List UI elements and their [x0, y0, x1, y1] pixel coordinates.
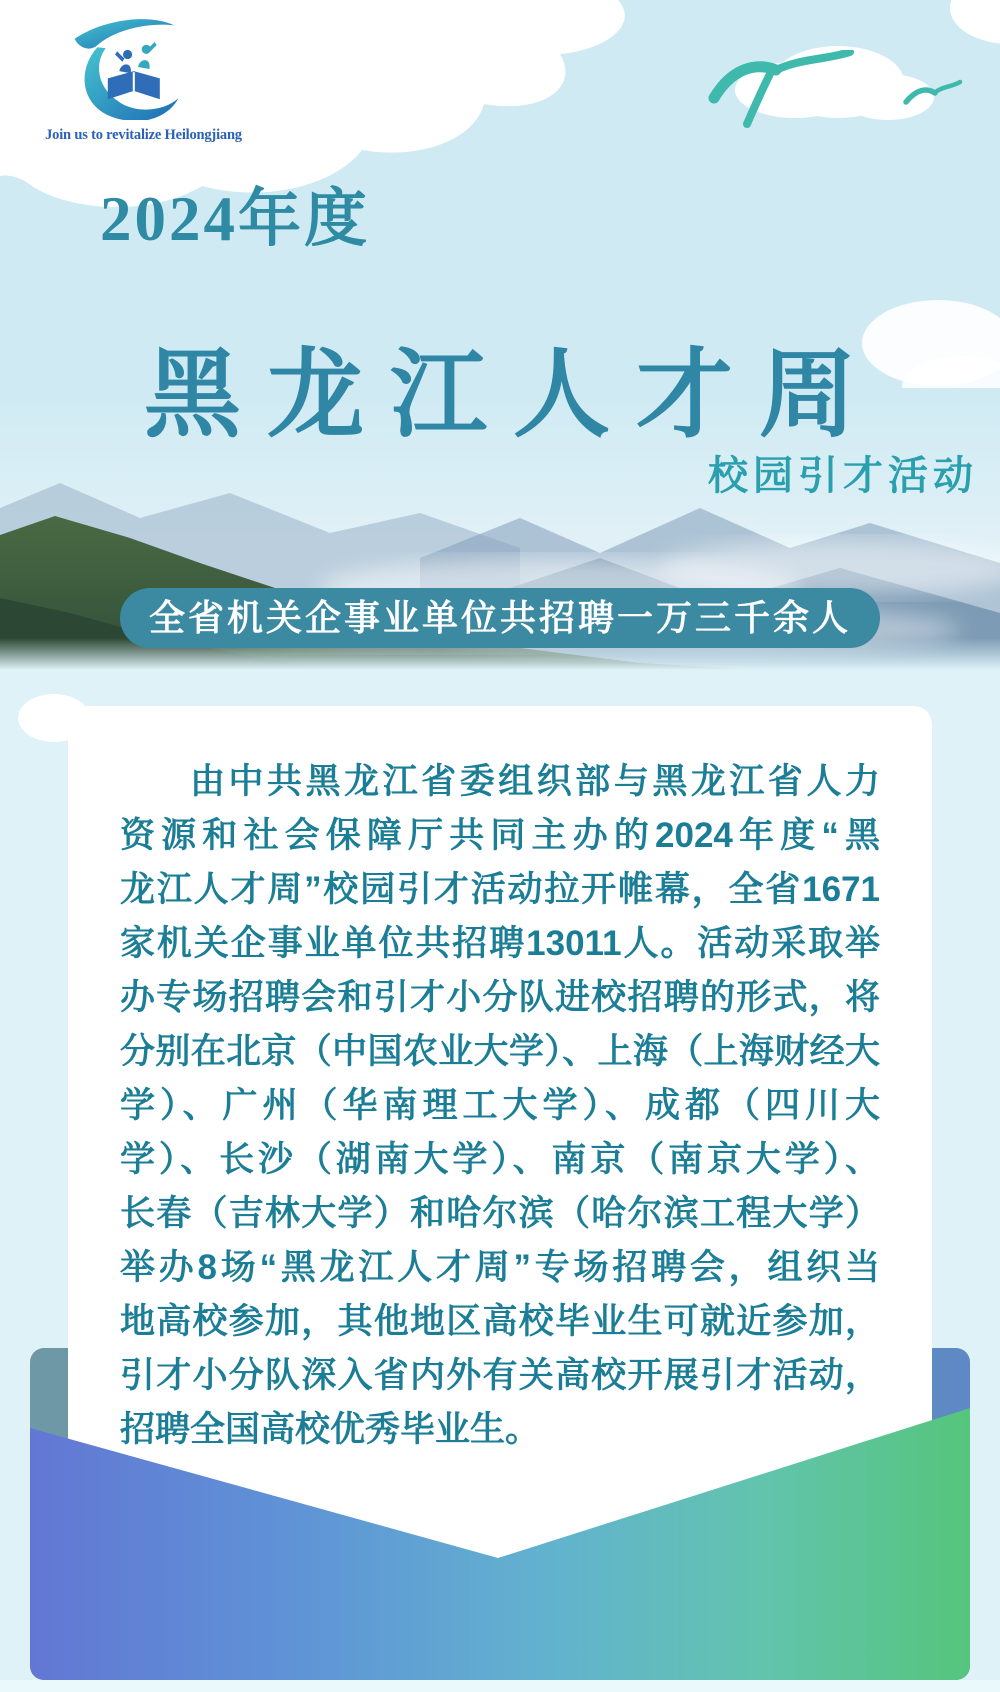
cloud — [950, 0, 1000, 44]
body-line: 由中共黑龙江省委组织部与黑龙江省人力 — [190, 762, 880, 801]
body-line: 举办8场“黑龙江人才周”专场招聘会，组织当 — [120, 1248, 880, 1287]
body-line: 学）、广州（华南理工大学）、成都（四川大 — [120, 1086, 880, 1125]
logo — [36, 16, 256, 144]
logo-swoosh-icon — [64, 16, 214, 120]
bird-icon — [906, 82, 960, 102]
bottom-strip — [0, 1680, 1000, 1692]
body-line: 长春（吉林大学）和哈尔滨（哈尔滨工程大学） — [120, 1194, 880, 1233]
body-line: 资源和社会保障厅共同主办的2024年度“黑 — [120, 816, 880, 855]
bird-icon — [714, 52, 850, 124]
body-line: 引才小分队深入省内外有关高校开展引才活动， — [120, 1356, 880, 1395]
body-line: 龙江人才周”校园引才活动拉开帷幕，全省1671 — [120, 870, 880, 909]
recruit-banner: 全省机关企事业单位共招聘一万三千余人 — [120, 588, 880, 648]
logo-caption: Join us to revitalize Heilongjiang — [45, 127, 242, 143]
body-line: 招聘全国高校优秀毕业生。 — [120, 1410, 541, 1449]
body-line: 地高校参加，其他地区高校毕业生可就近参加， — [120, 1302, 880, 1341]
body-line: 家机关企事业单位共招聘13011人。活动采取举 — [120, 924, 880, 963]
body-line: 学）、长沙（湖南大学）、南京（南京大学）、 — [120, 1140, 880, 1179]
bird-icons — [700, 50, 970, 130]
body-line: 办专场招聘会和引才小分队进校招聘的形式，将 — [120, 978, 880, 1017]
body-line: 分别在北京（中国农业大学）、上海（上海财经大 — [120, 1032, 880, 1071]
main-title: 黑龙江人才周 — [144, 342, 882, 449]
year-title: 2024年度 — [100, 184, 370, 254]
envelope-flap — [30, 1348, 970, 1680]
subtitle: 校园引才活动 — [708, 454, 978, 498]
